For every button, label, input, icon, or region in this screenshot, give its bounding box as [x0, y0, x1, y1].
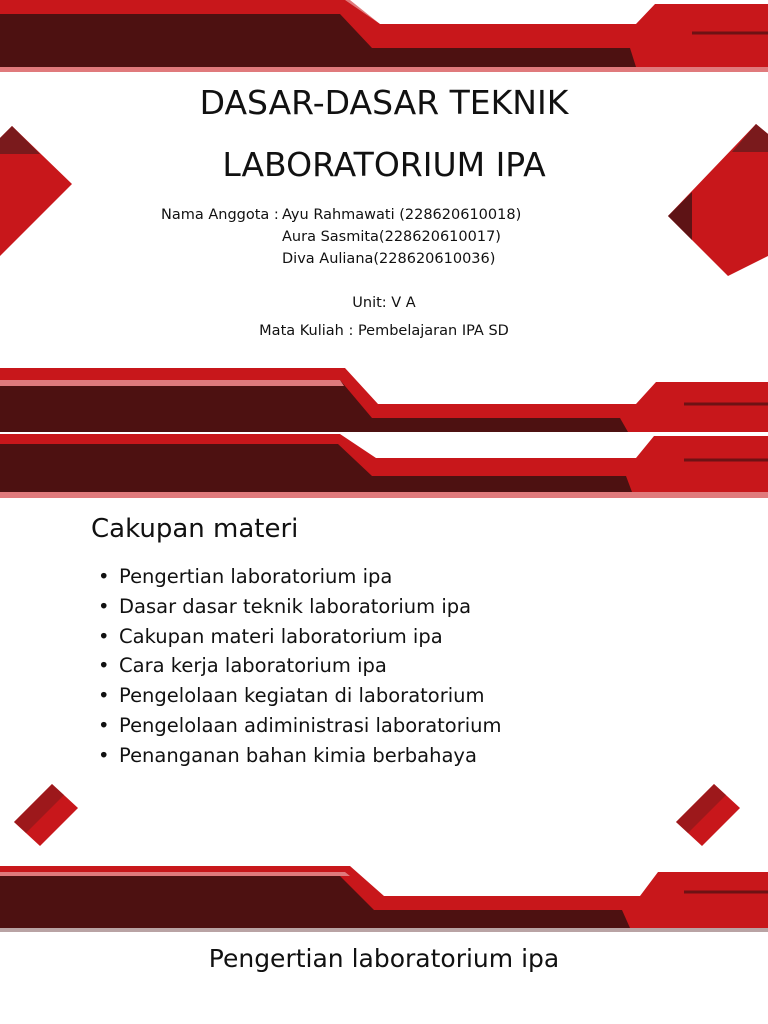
list-item: • Penanganan bahan kimia berbahaya [91, 741, 502, 771]
unit-text: Unit: V A [352, 295, 416, 311]
list-item: • Dasar dasar teknik laboratorium ipa [91, 592, 502, 622]
bullet-icon: • [98, 624, 110, 648]
decorative-diamond-left-small [12, 782, 80, 854]
slide2-bullet-list [91, 562, 502, 771]
slide3-title: Pengertian laboratorium ipa [208, 944, 560, 973]
bullet-icon: • [98, 654, 110, 678]
slide1-title-line2: LABORATORIUM IPA [222, 145, 546, 184]
course-text: Mata Kuliah : Pembelajaran IPA SD [259, 323, 509, 339]
list-item: • Cakupan materi laboratorium ipa [91, 622, 502, 652]
bullet-icon: • [98, 565, 110, 588]
member-3: Diva Auliana(228620610036) [282, 251, 496, 267]
slide1-bottom-band [0, 368, 768, 432]
bullet-icon: • [98, 743, 110, 767]
bullet-icon: • [98, 594, 110, 618]
bullet-icon: • [98, 684, 110, 708]
members-label: Nama Anggota : [161, 207, 279, 223]
list-item: • Cara kerja laboratorium ipa [91, 651, 502, 681]
slide1-title [0, 72, 768, 196]
slide2-bottom-band [0, 866, 768, 932]
list-item: • Pengertian laboratorium ipa [91, 562, 502, 592]
slide1-title-line1: DASAR-DASAR TEKNIK [199, 83, 569, 122]
slide1-top-band [0, 0, 768, 72]
slide2-title: Cakupan materi [91, 514, 299, 544]
list-item: • Pengelolaan kegiatan di laboratorium [91, 681, 502, 711]
member-2: Aura Sasmita(228620610017) [282, 229, 501, 245]
bullet-icon: • [98, 713, 110, 737]
slide2-top-band [0, 432, 768, 498]
member-1: Ayu Rahmawati (228620610018) [282, 207, 522, 223]
list-item: • Pengelolaan adiministrasi laboratorium [91, 711, 502, 741]
decorative-diamond-right-small [674, 782, 742, 854]
